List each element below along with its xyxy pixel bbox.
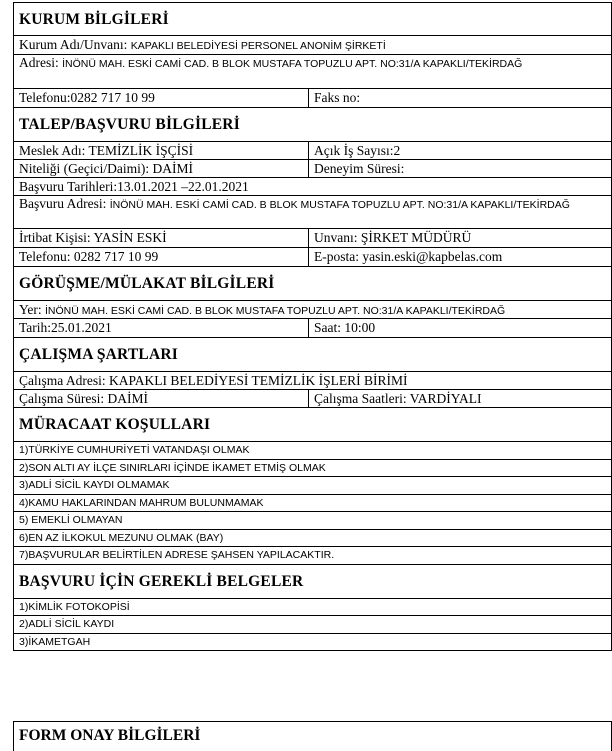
niteligi: Niteliği (Geçici/Daimi): DAİMİ [14,160,309,177]
calisma-suresi: Çalışma Süresi: DAİMİ [14,390,309,407]
kurum-adres-value: İNÖNÜ MAH. ESKİ CAMİ CAD. B BLOK MUSTAFA TOPUZLU APT. NO:31/A KAPAKLI/TEKİRDAĞ [62,58,523,70]
section-header-belgeler: BAŞVURU İÇİN GEREKLİ BELGELER [13,565,612,599]
section-header-talep: TALEP/BAŞVURU BİLGİLERİ [13,108,612,142]
section-header-kurum: KURUM BİLGİLERİ [13,2,612,36]
talep-meslek-row [13,142,612,160]
gorusme-yer-label: Yer: [19,302,46,317]
meslek-adi: Meslek Adı: TEMİZLİK İŞÇİSİ [14,142,309,159]
talep-nitelik-row [13,160,612,178]
kurum-adi-value: KAPAKLI BELEDİYESİ PERSONEL ANONİM ŞİRKETİ [130,40,386,52]
kurum-contact-row [13,89,612,108]
basvuru-adresi-row [13,196,612,229]
kurum-adres-label: Adresi: [19,55,63,70]
muracaat-item: 7)BAŞVURULAR BELİRTİLEN ADRESE ŞAHSEN YAPILACAKTIR. [13,547,612,565]
kurum-adi-label: Kurum Adı/Unvanı: [19,37,131,52]
muracaat-item: 1)TÜRKİYE CUMHURİYETİ VATANDAŞI OLMAK [13,442,612,460]
gorusme-saat: Saat: 10:00 [314,320,376,335]
basvuru-adresi-value: İNÖNÜ MAH. ESKİ CAMİ CAD. B BLOK MUSTAFA TOPUZLU APT. NO:31/A KAPAKLI/TEKİRDAĞ [109,199,570,211]
section-header-form-onay: FORM ONAY BİLGİLERİ [13,721,612,751]
talep-iletisim-row [13,248,612,267]
unvani: Unvanı: ŞİRKET MÜDÜRÜ [314,230,472,245]
talep-telefon: Telefonu: 0282 717 10 99 [14,248,309,266]
muracaat-item: 6)EN AZ İLKOKUL MEZUNU OLMAK (BAY) [13,530,612,548]
talep-eposta: E-posta: yasin.eski@kapbelas.com [314,249,503,264]
belge-item: 1)KİMLİK FOTOKOPİSİ [13,599,612,617]
section-header-muracaat: MÜRACAAT KOŞULLARI [13,408,612,442]
gorusme-zaman-row [13,319,612,338]
basvuru-adresi-label: Başvuru Adresi: [19,196,110,211]
section-header-gorusme: GÖRÜŞME/MÜLAKAT BİLGİLERİ [13,267,612,301]
gorusme-tarih: Tarih:25.01.2021 [14,319,309,337]
irtibat-kisisi: İrtibat Kişisi: YASİN ESKİ [14,229,309,247]
muracaat-item: 5) EMEKLİ OLMAYAN [13,512,612,530]
calisma-saatleri: Çalışma Saatleri: VARDİYALI [314,391,482,406]
gorusme-yer-value: İNÖNÜ MAH. ESKİ CAMİ CAD. B BLOK MUSTAFA TOPUZLU APT. NO:31/A KAPAKLI/TEKİRDAĞ [45,305,506,317]
gorusme-yer-row [13,301,612,319]
acik-is-sayisi: Açık İş Sayısı:2 [314,143,401,158]
muracaat-item: 3)ADLİ SİCİL KAYDI OLMAMAK [13,477,612,495]
next-section-cutoff [13,719,612,744]
section-header-calisma: ÇALIŞMA ŞARTLARI [13,338,612,372]
kurum-adres-row [13,55,612,89]
kurum-adi-row [13,36,612,55]
kurum-telefon: Telefonu:0282 717 10 99 [14,89,309,107]
kurum-faks: Faks no: [314,90,361,105]
belge-item: 2)ADLİ SİCİL KAYDI [13,616,612,634]
basvuru-tarihleri: Başvuru Tarihleri:13.01.2021 –22.01.2021 [13,178,612,196]
deneyim-suresi: Deneyim Süresi: [314,161,405,176]
muracaat-item: 2)SON ALTI AY İLÇE SINIRLARI İÇİNDE İKAMET ETMİŞ OLMAK [13,460,612,478]
belge-item: 3)İKAMETGAH [13,634,612,652]
calisma-sure-row [13,390,612,408]
talep-irtibat-row [13,229,612,248]
calisma-adresi: Çalışma Adresi: KAPAKLI BELEDİYESİ TEMİZLİK İŞLERİ BİRİMİ [13,372,612,390]
job-posting-form [13,2,612,651]
muracaat-item: 4)KAMU HAKLARINDAN MAHRUM BULUNMAMAK [13,495,612,513]
